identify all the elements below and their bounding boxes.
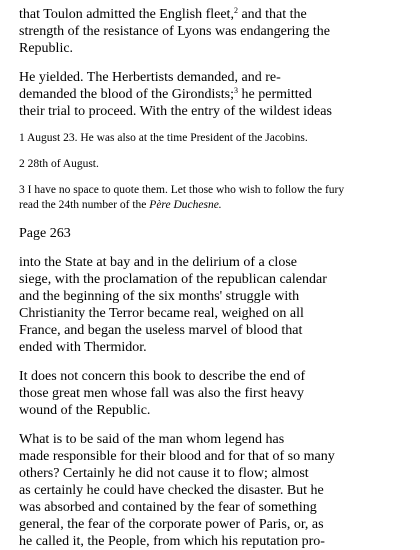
text-line: Christianity the Terror became real, weighed on all — [19, 306, 304, 321]
italic-title: Père Duchesne. — [149, 199, 222, 211]
footnote-reference: 3 — [234, 86, 239, 95]
text-line: was absorbed and contained by the fear of something — [19, 500, 317, 515]
text-line — [19, 86, 409, 103]
text-line: He yielded. The Herbertists demanded, and re- — [19, 70, 281, 85]
text-line: Republic. — [19, 41, 74, 56]
text-segment: and that the — [237, 7, 307, 22]
text-line: France, and began the useless marvel of blood that — [19, 323, 303, 338]
text-line: 2 28th of August. — [19, 158, 99, 170]
text-line: and the beginning of the six months' struggle with — [19, 289, 300, 304]
footnote-1 — [19, 131, 409, 146]
text-line: 1 August 23. He was also at the time President of the Jacobins. — [19, 132, 308, 144]
text-line: 3 I have no space to quote them. Let those who wish to follow the fury — [19, 184, 345, 196]
footnote-3 — [19, 183, 409, 213]
text-line: those great men whose fall was also the first heavy — [19, 386, 304, 401]
text-line: into the State at bay and in the delirium of a close — [19, 255, 297, 270]
paragraph — [19, 431, 409, 550]
document-page — [19, 6, 409, 550]
text-segment: read the 24th number of the — [19, 199, 150, 211]
text-line: It does not concern this book to describe the end of — [19, 369, 306, 384]
text-line: ended with Thermidor. — [19, 340, 147, 355]
footnote-reference: 2 — [233, 6, 238, 15]
text-line — [19, 6, 409, 23]
text-line: he called it, the People, from which his reputation pro- — [19, 534, 325, 549]
text-segment: that Toulon admitted the English fleet, — [19, 7, 234, 22]
text-line: strength of the resistance of Lyons was endangering the — [19, 24, 331, 39]
paragraph — [19, 6, 409, 57]
paragraph — [19, 254, 409, 356]
text-line: made responsible for their blood and for that of so many — [19, 449, 335, 464]
text-line: as certainly he could have checked the disaster. But he — [19, 483, 324, 498]
text-segment: demanded the blood of the Girondists; — [19, 87, 235, 102]
text-line: siege, with the proclamation of the republican calendar — [19, 272, 327, 287]
text-line — [19, 198, 409, 213]
text-line: others? Certainly he did not cause it to flow; almost — [19, 466, 309, 481]
text-line: wound of the Republic. — [19, 403, 151, 418]
text-line: their trial to proceed. With the entry of the wildest ideas — [19, 104, 332, 119]
page-number-label: Page 263 — [19, 226, 71, 241]
text-line: general, the fear of the corporate power of Paris, or, as — [19, 517, 324, 532]
text-line: What is to be said of the man whom legend has — [19, 432, 285, 447]
text-segment: he permitted — [238, 87, 312, 102]
footnote-2 — [19, 157, 409, 172]
paragraph — [19, 69, 409, 120]
paragraph — [19, 368, 409, 419]
